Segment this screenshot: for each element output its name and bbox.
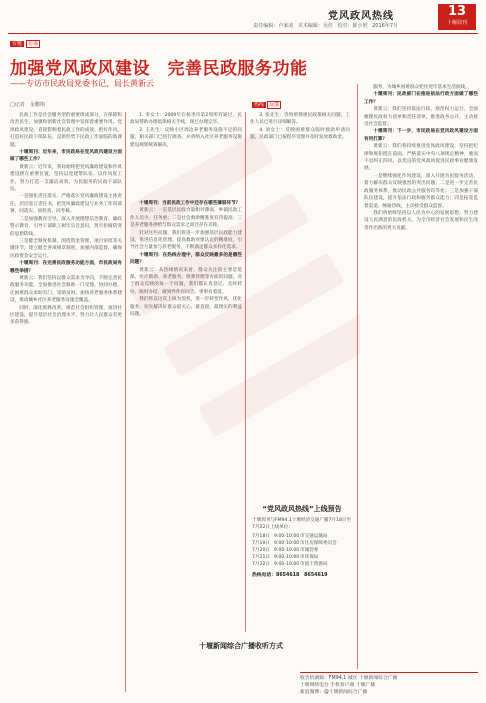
schedule-date: 7月18日 [252, 534, 270, 539]
page-header [0, 0, 486, 36]
question: 十堰周刊：在热线办理中，群众反映最多的是哪些问题？ [130, 252, 242, 266]
schedule-unit: 市城管委 [300, 548, 319, 553]
paragraph: 针对这些问题，我们将进一步加强基层民政能力建设，推进信息化管理，提高救助对象认定的精准度，引导社会力量参与养老服务，不断满足群众多样化需求。 [130, 230, 242, 251]
meta-date: 2016年7月 [372, 23, 398, 29]
paragraph: 同时，深化殡葬改革，规范社会组织管理，推进社区建设，提升基层社会治理水平，努力让人民群众有更多获得感。 [10, 305, 122, 326]
footer-divider [300, 672, 478, 673]
schedule-date: 7月19日 [252, 541, 270, 546]
schedule-date: 7月20日 [252, 548, 270, 553]
section-title: 党风政风热线 [328, 11, 394, 22]
question: 十堰周刊：民政部门在推进依法行政方面做了哪些工作？ [364, 92, 478, 105]
schedule-row [252, 540, 352, 547]
schedule-date: 7月22日 [252, 562, 270, 567]
question: 十堰周刊：在完善民政服务功能方面，市民政局有哪些举措？ [10, 261, 122, 274]
schedule-row [252, 561, 352, 568]
paragraph: 我们将始终坚持以人民为中心的发展思想，努力建设人民满意的民政机关，为全市经济社会发展和民生改善作出新的更大贡献。 [364, 210, 478, 231]
meta-editor: 责任编辑：卢家凌 [253, 23, 294, 29]
meta-proof: 校对：陈小艳 [337, 23, 368, 29]
paragraph: 黄新云：我们坚持依法行政，规范权力运行，全面梳理民政权力清单和责任清单，推进政务公开，主动接受社会监督。 [364, 107, 478, 128]
schedule-title: “党风政风热线”上线预告 [262, 505, 342, 513]
schedule-table [252, 533, 352, 568]
box-tag: 热线 [254, 102, 265, 108]
paragraph: 民政工作是社会服务型的重要组成部分，在保障和改善民生、加强和创新社会管理中发挥着重要作用。党风政风建设，直接影响着民政工作的成效。把好作风，打造好民政干部队伍，是新形势下民政工作面临的新课题。 [10, 113, 122, 148]
page-meta [250, 22, 398, 29]
question: 十堰周刊：当前民政工作中还存在哪些薄弱环节？ [139, 201, 241, 206]
paragraph: 黄新云：近年来，我局始终把党风廉政建设和作风建设摆在重要位置，坚持以党建带队伍、以作风促工作，努力打造一支廉洁高效、为民服务的民政干部队伍。 [10, 164, 122, 193]
schedule-intro: 十堰周刊与FM94.1十堰经济交通广播7月18日至7月22日上线单位： [252, 518, 352, 530]
box-sub: 反馈 [269, 102, 280, 108]
feedback-column-right [250, 112, 350, 198]
article-kicker [10, 40, 40, 47]
article-headline: 加强党风政风建设 完善民政服务功能 [10, 59, 308, 79]
meta-design: 美术编辑：吴佳 [297, 23, 333, 29]
schedule-time: 9:00-10:00 [274, 541, 300, 546]
feedback-item: 4. 刘女士：反映困难群众临时救助申请问题，民政部门已按程序受理并及时发放救助金。 [250, 127, 350, 141]
feedback-item: 2. 王先生：反映小区周边养老服务设施不足的问题，相关部门已进行调查，并将纳入社区养老服务设施建设规划统筹解决。 [130, 127, 242, 148]
article-column-2 [130, 200, 242, 600]
paragraph: 一是强化责任落实。严格落实党风廉政建设主体责任，层层签订责任书，把党风廉政建设与业务工作同部署、同落实、同检查、同考核。 [10, 194, 122, 215]
article-column-4 [364, 84, 478, 694]
feedback-box-header [252, 101, 281, 108]
article-column-1 [10, 112, 122, 694]
schedule-unit: 市环保局 [300, 555, 319, 560]
kicker-tag: 专题 [12, 41, 23, 47]
paragraph: 三是健全制度机制。围绕资金管理、项目审批等关键环节，建立健全各项规章制度，加强内部监督，确保民政资金安全运行。 [10, 238, 122, 259]
article-subhead: ——专访市民政局党委书记、局长黄新云 [10, 79, 154, 88]
paragraph: 我们将以这次上线为契机，进一步转变作风、优化服务，切实解决好群众最关心、最直接、最现实的利益问题。 [130, 297, 242, 318]
question: 十堰周刊：下一步，市民政局在党风政风建设方面有何打算？ [364, 129, 478, 142]
paragraph: 黄新云：一是基层民政力量相对薄弱，乡镇民政工作人员少、任务重；二是社会救助精准度有待提高；三是养老服务供给与群众需求之间还存在差距。 [130, 208, 242, 229]
footer-info-line: 十堰网络电台 手机客户端 十堰广播 [300, 683, 376, 688]
page-number: 13 [447, 4, 467, 19]
schedule-time: 9:00-10:00 [274, 534, 300, 539]
schedule-unit: 市住房保障委员会 [300, 541, 337, 546]
schedule-time: 9:00-10:00 [274, 562, 300, 567]
schedule-unit: 市国土资源局 [300, 562, 328, 567]
schedule-time: 9:00-10:00 [274, 548, 300, 553]
schedule-time: 9:00-10:00 [274, 555, 300, 560]
paragraph: 一是继续强化作风建设，深入开展为民服务活动，着力解决群众反映强烈的突出问题；二是进一步完善民政服务体系，推动民政公共服务均等化；三是加强干部队伍建设，提升依法行政和服务群众能力；四是拓宽监督渠道，畅通热线，主动接受群众监督。 [364, 173, 478, 209]
footer-info [300, 675, 480, 696]
column-divider [125, 112, 126, 692]
page-number-badge [438, 4, 476, 30]
paragraph: 服务，为城乡困难群众兜住兜牢基本生活底线。 [373, 85, 470, 90]
schedule-row [252, 554, 352, 561]
feedback-item: 3. 张先生：咨询殡葬惠民政策相关问题，工作人员已进行详细解答。 [250, 113, 350, 126]
column-divider [357, 84, 358, 669]
paragraph: 二是加强教育引导。深入开展理想信念教育、廉政警示教育，引导干部职工树牢宗旨意识，筑牢拒腐防变的思想防线。 [10, 216, 122, 237]
paragraph: 黄新云：从热线情况来看，群众关注的主要是低保、医疗救助、养老服务、殡葬管理等方面的问题。对于群众反映的每一个问题，我们都认真登记、及时转办、限时办结，做到件件有回音、事事有着落。 [130, 267, 242, 295]
footer-info-line: 新浪微博：@十堰新闻综合广播 [300, 690, 368, 695]
kicker-sub: 访谈 [28, 41, 39, 47]
article-byline: □记者 金鹏翔 [10, 102, 45, 108]
hotline-phone: 热线电话：8654618 8654619 [252, 573, 328, 578]
paper-name: 十堰周刊 [446, 20, 467, 26]
schedule-date: 7月21日 [252, 555, 270, 560]
schedule-row [252, 547, 352, 554]
feedback-item: 1. 李女士：2009年在杨李市第2周所有通过，民政局帮助办理低保相关手续，现已办理完毕。 [130, 113, 242, 126]
broadcast-line: 十堰新闻综合广播收听方式 [199, 642, 283, 650]
schedule-unit: 市交通运输局 [300, 534, 328, 539]
footer-info-line: 收音机调频：FM94.1 城区 十堰新闻综合广播 [300, 676, 398, 681]
paragraph: 黄新云：我们坚持以群众需求为导向，不断完善民政服务功能。全面推进社会救助一门受理、协同办理，让困难群众求助有门、受助及时。加快养老服务体系建设，推动城乡社区养老服务设施全覆盖。 [10, 275, 122, 304]
feedback-column-left [130, 112, 242, 198]
column-divider [245, 112, 246, 632]
paragraph: 黄新云：我们将持续推进党风政风建设，坚持把纪律和规矩挺在前面，严格落实中央八项规定精神，驰而不息纠正四风，以优良的党风政风促进民政事业健康发展。 [364, 144, 478, 172]
hotline-schedule [252, 504, 352, 578]
question: 十堰周刊：近年来，市民政局在党风政风建设方面做了哪些工作？ [10, 150, 122, 163]
header-divider [8, 33, 478, 34]
schedule-row [252, 533, 352, 540]
